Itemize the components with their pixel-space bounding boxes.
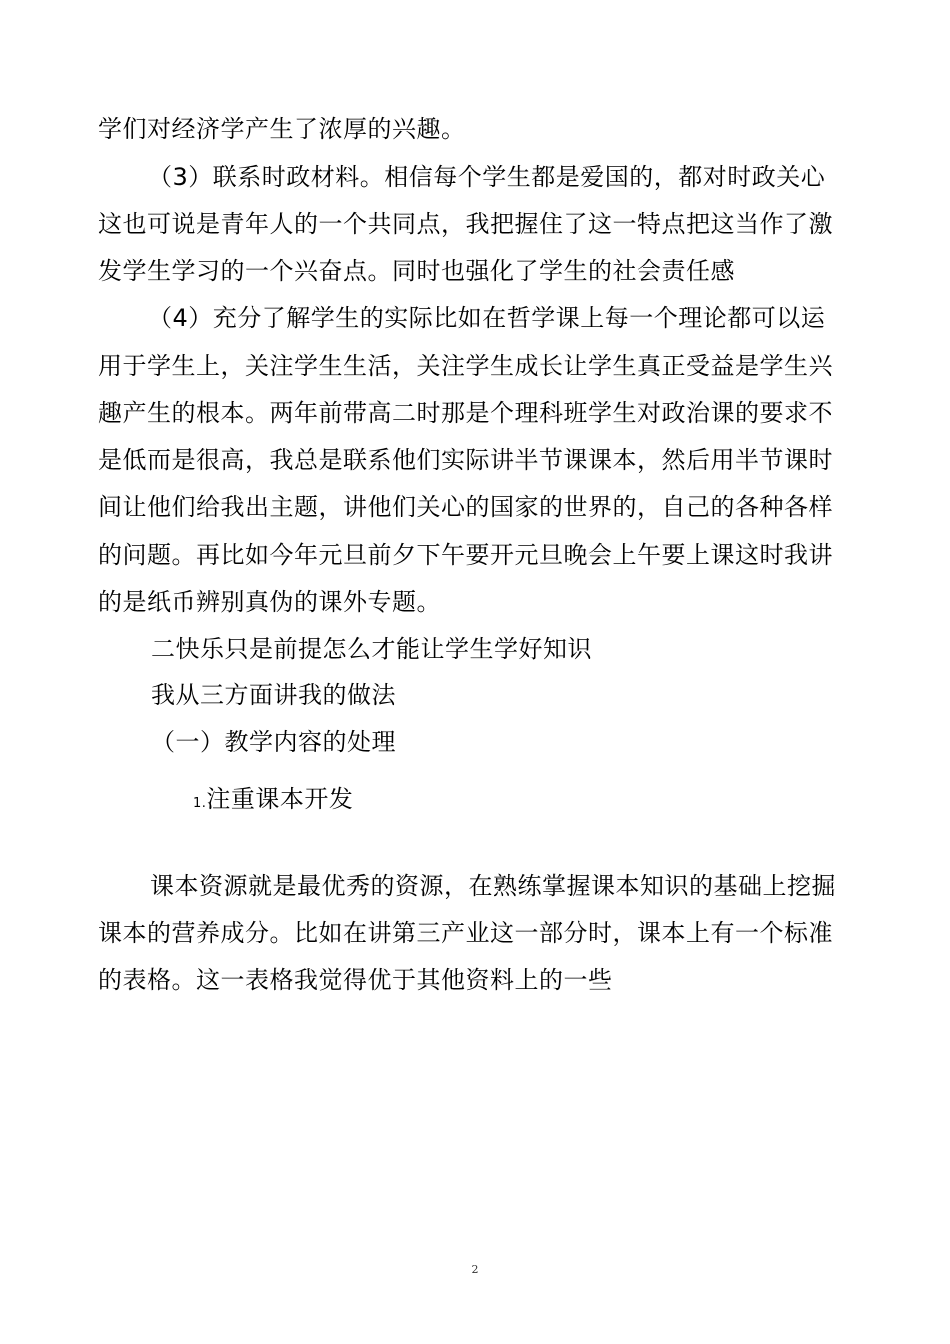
section-heading: 二快乐只是前提怎么才能让学生学好知识: [151, 635, 592, 663]
page-number: 2: [471, 1263, 479, 1276]
text-line: 我从三方面讲我的做法: [151, 681, 396, 709]
item-number: 1.: [193, 796, 207, 811]
text-line: 发学生学习的一个兴奋点。同时也强化了学生的社会责任感: [98, 257, 735, 285]
text-line: 用于学生上，关注学生生活，关注学生成长让学生真正受益是学生兴: [98, 352, 833, 380]
subsection-heading: （一）教学内容的处理: [151, 728, 396, 756]
numbered-item: [193, 784, 353, 819]
paragraph-line: 的表格。这一表格我觉得优于其他资料上的一些: [98, 966, 613, 994]
text-line: 趣产生的根本。两年前带高二时那是个理科班学生对政治课的要求不: [98, 399, 833, 427]
text-line: （4）充分了解学生的实际比如在哲学课上每一个理论都可以运: [148, 304, 826, 332]
text-line: 间让他们给我出主题，讲他们关心的国家的世界的，自己的各种各样: [98, 493, 833, 521]
text-line: 的问题。再比如今年元旦前夕下午要开元旦晚会上午要上课这时我讲: [98, 541, 833, 569]
text-line: 学们对经济学产生了浓厚的兴趣。: [98, 115, 466, 143]
text-line: （3）联系时政材料。相信每个学生都是爱国的，都对时政关心: [148, 163, 826, 191]
text-line: 是低而是很高，我总是联系他们实际讲半节课课本，然后用半节课时: [98, 446, 833, 474]
paragraph-line: 课本的营养成分。比如在讲第三产业这一部分时，课本上有一个标准: [98, 919, 833, 947]
text-line: 这也可说是青年人的一个共同点，我把握住了这一特点把这当作了激: [98, 210, 833, 238]
paragraph-line: 课本资源就是最优秀的资源，在熟练掌握课本知识的基础上挖掘: [150, 872, 836, 900]
item-text: 注重课本开发: [206, 785, 354, 813]
text-line: 的是纸币辨别真伪的课外专题。: [98, 588, 441, 616]
